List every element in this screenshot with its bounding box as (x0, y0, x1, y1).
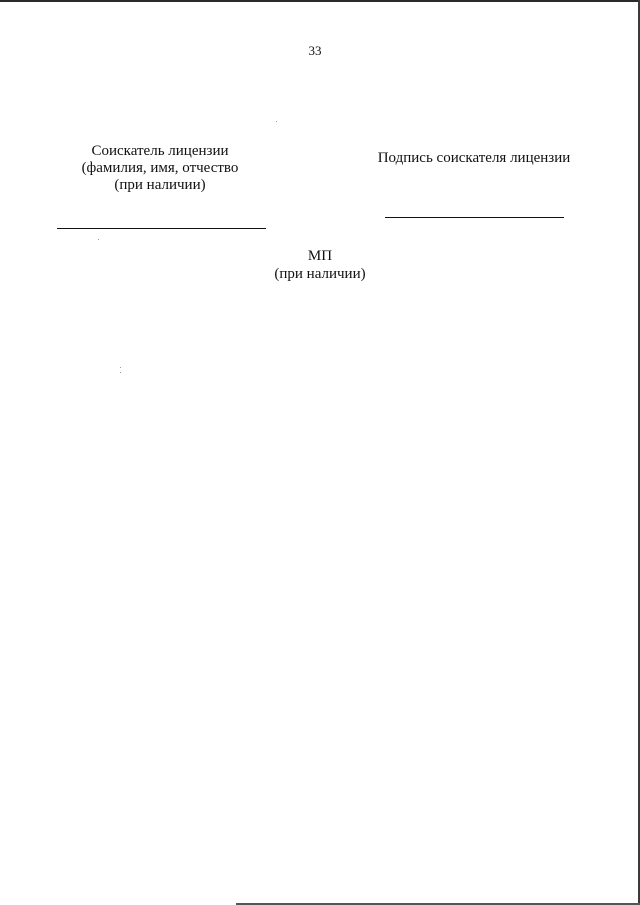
applicant-name-line (57, 228, 266, 229)
stamp-note: (при наличии) (274, 266, 366, 282)
applicant-block (60, 143, 260, 194)
applicant-subtitle-line1: (фамилия, имя, отчество (81, 160, 239, 176)
applicant-title: Соискатель лицензии (91, 143, 229, 159)
scan-speck (98, 239, 99, 240)
scan-speck (120, 372, 121, 373)
scan-speck (120, 367, 121, 368)
stamp-label: МП (307, 248, 333, 264)
page-number: 33 (308, 43, 322, 58)
signature-line (385, 217, 564, 218)
scan-speck (276, 121, 277, 122)
stamp-block (240, 247, 400, 283)
applicant-subtitle-line2: (при наличии) (114, 177, 206, 193)
signature-label: Подпись соискателя лицензии (377, 150, 571, 166)
scan-edge-top (0, 0, 640, 2)
